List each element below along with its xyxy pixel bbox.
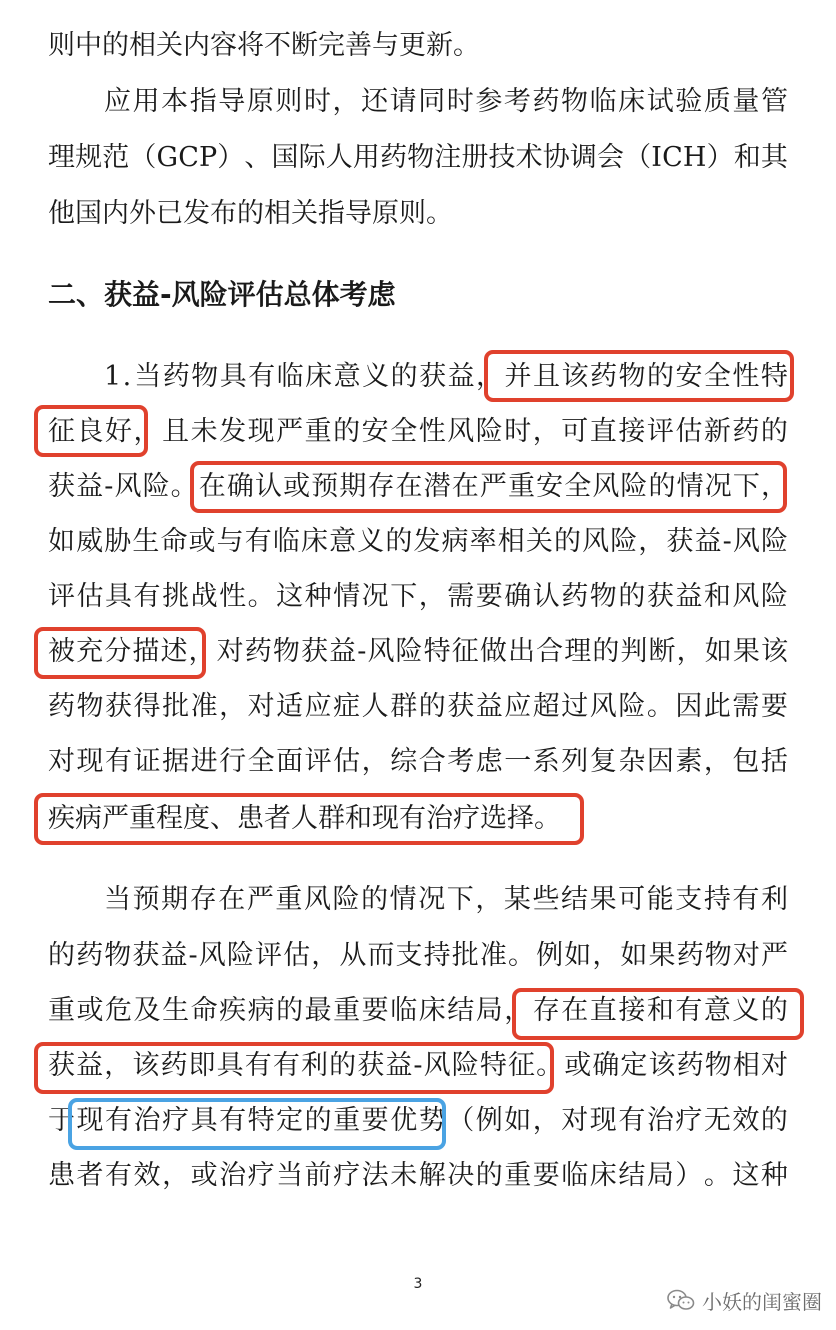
highlight-box-red [34,405,148,457]
text-line: 1 . 当 药 物 具 有 临 床 意 义 的 获 益 ， 并 且 该 药 物 的 安 全 性 特 [104,361,788,392]
wechat-icon [666,1287,696,1313]
text-line: 疾病严重程度、患者人群和现有治疗选择。 [48,803,561,834]
text-line: 评 估 具 有 挑 战 性 。 这 种 情 况 下 ， 需 要 确 认 药 物 的 获 益 和 风 险 [48,581,788,612]
text-line: 获 益 - 风 险 。 在 确 认 或 预 期 存 在 潜 在 严 重 安 全 风 险 的 情 况 下 ， [48,471,788,502]
text-line: 重 或 危 及 生 命 疾 病 的 最 重 要 临 床 结 局 ， 存 在 直 接 和 有 意 义 的 [48,995,788,1026]
text-line: 的 药 物 获 益 - 风 险 评 估 ， 从 而 支 持 批 准 。 例 如 ， 如 果 药 物 对 严 [48,940,788,971]
text-line: 患 者 有 效 ， 或 治 疗 当 前 疗 法 未 解 决 的 重 要 临 床 结 局 ） 。 这 种 [48,1160,788,1191]
highlight-box-red [34,627,206,679]
text-line: 理 规 范 （ G C P ） 、 国 际 人 用 药 物 注 册 技 术 协 调 会 （ I C H ） 和 其 [48,142,788,173]
text-line: 获 益 ， 该 药 即 具 有 有 利 的 获 益 - 风 险 特 征 。 或 确 定 该 药 物 相 对 [48,1050,788,1081]
text-line: 药 物 获 得 批 准 ， 对 适 应 症 人 群 的 获 益 应 超 过 风 险 。 因 此 需 要 [48,691,788,722]
text-line: 于 现 有 治 疗 具 有 特 定 的 重 要 优 势 （ 例 如 ， 对 现 有 治 疗 无 效 的 [48,1105,788,1136]
page-number: 3 [413,1276,423,1292]
text-line: 当 预 期 存 在 严 重 风 险 的 情 况 下 ， 某 些 结 果 可 能 支 持 有 利 [104,884,788,915]
watermark-text: 小妖的闺蜜圈 [702,1289,822,1314]
highlight-box-red [34,1042,554,1094]
text-line: 他国内外已发布的相关指导原则。 [48,198,453,229]
section-heading: 二、获益-风险评估总体考虑 [48,278,396,311]
watermark [666,1284,822,1316]
highlight-box-red [512,988,804,1040]
text-line: 征 良 好 ， 且 未 发 现 严 重 的 安 全 性 风 险 时 ， 可 直 接 评 估 新 药 的 [48,416,788,447]
highlight-box-red [34,793,584,845]
text-line: 被 充 分 描 述 ， 对 药 物 获 益 - 风 险 特 征 做 出 合 理 的 判 断 ， 如 果 该 [48,636,788,667]
highlight-box-red [190,461,787,513]
text-line: 如 威 胁 生 命 或 与 有 临 床 意 义 的 发 病 率 相 关 的 风 险 ， 获 益 - 风 险 [48,526,788,557]
highlight-box-blue [68,1098,446,1150]
text-line: 则中的相关内容将不断完善与更新。 [48,30,480,61]
text-line: 应 用 本 指 导 原 则 时 ， 还 请 同 时 参 考 药 物 临 床 试 验 质 量 管 [104,86,788,117]
highlight-box-red [484,350,794,402]
text-line: 对 现 有 证 据 进 行 全 面 评 估 ， 综 合 考 虑 一 系 列 复 杂 因 素 ， 包 括 [48,746,788,777]
